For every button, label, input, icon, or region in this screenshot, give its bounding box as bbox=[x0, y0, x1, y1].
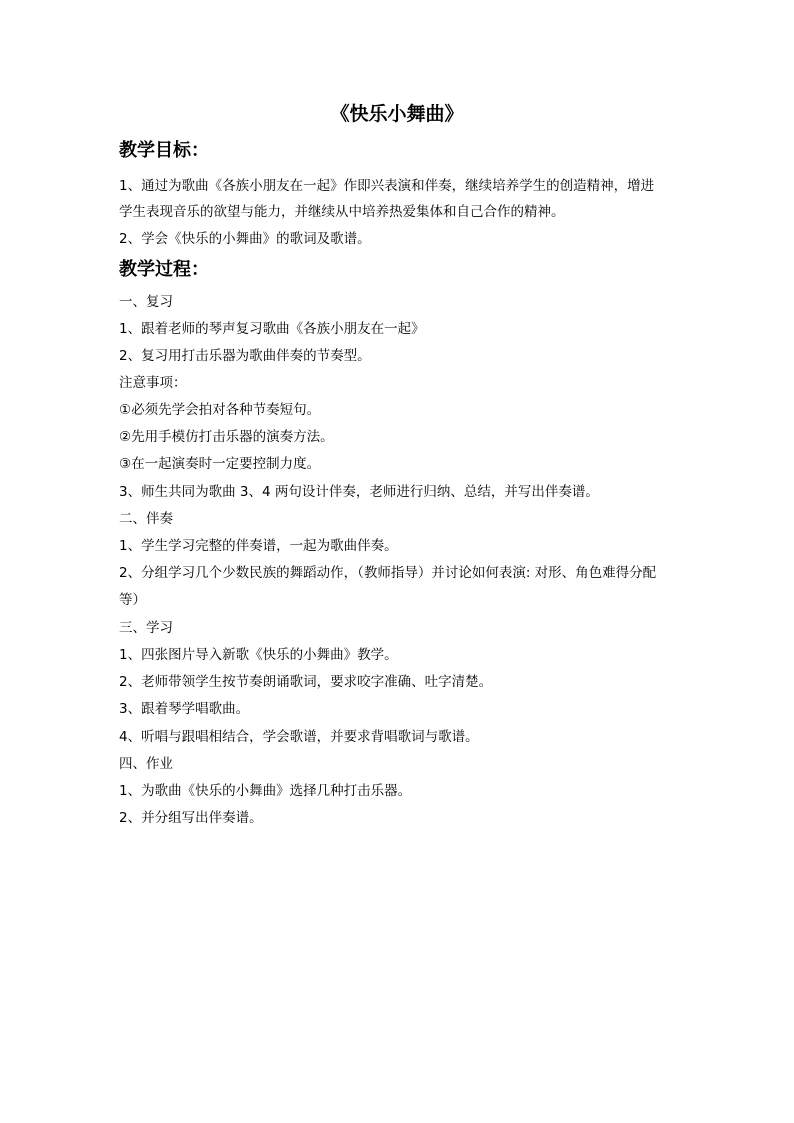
learning-item-2: 2、老师带领学生按节奏朗诵歌词，要求咬字准确、吐字清楚。 bbox=[119, 674, 493, 690]
review-heading: 一、复习 bbox=[119, 294, 173, 310]
document-title: 《快乐小舞曲》 bbox=[330, 103, 464, 125]
review-item-1: 1、跟着老师的琴声复习歌曲《各族小朋友在一起》 bbox=[119, 321, 425, 337]
accompaniment-item-1: 1、学生学习完整的伴奏谱，一起为歌曲伴奏。 bbox=[119, 538, 398, 554]
homework-item-1: 1、为歌曲《快乐的小舞曲》选择几种打击乐器。 bbox=[119, 783, 412, 799]
homework-heading: 四、作业 bbox=[119, 756, 173, 772]
notes-label: 注意事项： bbox=[119, 375, 187, 391]
objective-line-1: 1、通过为歌曲《各族小朋友在一起》作即兴表演和伴奏，继续培养学生的创造精神，增进 bbox=[119, 178, 655, 194]
accompaniment-item-2-line-1: 2、分组学习几个少数民族的舞蹈动作，（教师指导）并讨论如何表演: 对形、角色难得分配 bbox=[119, 565, 657, 581]
objective-line-3: 2、学会《快乐的小舞曲》的歌词及歌谱。 bbox=[119, 231, 371, 247]
learning-heading: 三、学习 bbox=[119, 620, 173, 636]
review-item-2: 2、复习用打击乐器为歌曲伴奏的节奏型。 bbox=[119, 348, 371, 364]
note-3: ③在一起演奏时一定要控制力度。 bbox=[119, 456, 321, 472]
accompaniment-heading: 二、伴奏 bbox=[119, 511, 173, 527]
review-item-3: 3、师生共同为歌曲 3、4 两句设计伴奏，老师进行归纳、总结，并写出伴奏谱。 bbox=[119, 484, 599, 500]
homework-item-2: 2、并分组写出伴奏谱。 bbox=[119, 810, 263, 826]
learning-item-1: 1、四张图片导入新歌《快乐的小舞曲》教学。 bbox=[119, 647, 398, 663]
learning-item-4: 4、听唱与跟唱相结合，学会歌谱，并要求背唱歌词与歌谱。 bbox=[119, 729, 479, 745]
note-2: ②先用手模仿打击乐器的演奏方法。 bbox=[119, 429, 334, 445]
note-1: ①必须先学会拍对各种节奏短句。 bbox=[119, 402, 321, 418]
accompaniment-item-2-line-2: 等） bbox=[119, 592, 146, 608]
objective-line-2: 学生表现音乐的欲望与能力，并继续从中培养热爱集体和自己合作的精神。 bbox=[119, 204, 565, 220]
objectives-heading: 教学目标： bbox=[119, 140, 209, 161]
learning-item-3: 3、跟着琴学唱歌曲。 bbox=[119, 701, 250, 717]
process-heading: 教学过程： bbox=[119, 259, 209, 280]
